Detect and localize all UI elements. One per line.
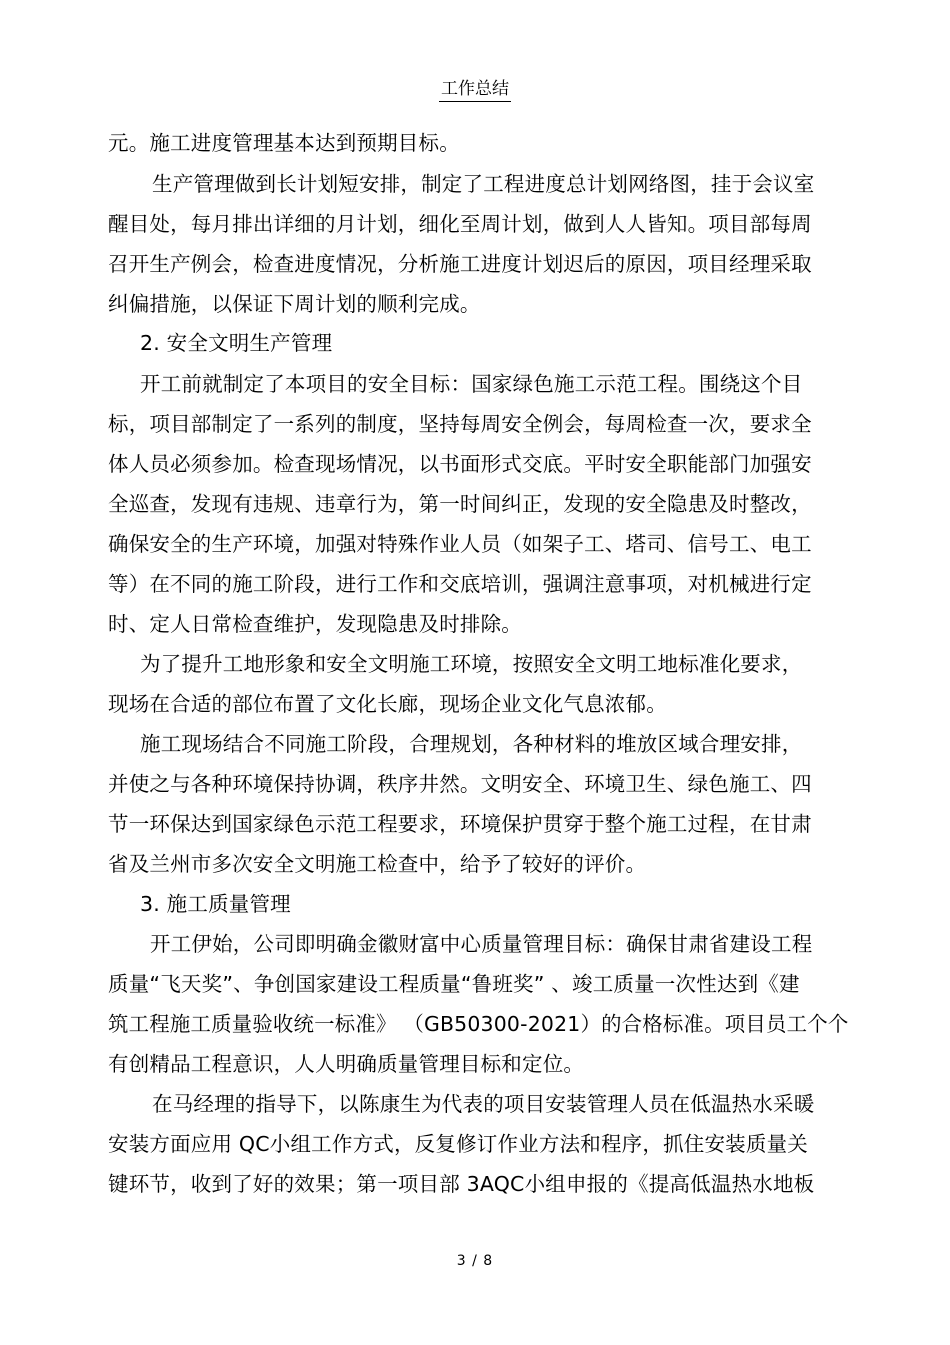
text-line: 标，项目部制定了一系列的制度，坚持每周安全例会，每周检查一次，要求全 xyxy=(108,412,812,436)
text-line: 省及兰州市多次安全文明施工检查中，给予了较好的评价。 xyxy=(108,852,647,876)
text-line: 生产管理做到长计划短安排，制定了工程进度总计划网络图，挂于会议室 xyxy=(152,172,815,196)
header-title: 工作总结 xyxy=(439,78,511,102)
text-line: 时、定人日常检查维护，发现隐患及时排除。 xyxy=(108,612,522,636)
page-number: 3 / 8 xyxy=(456,1253,494,1269)
text-line: 节一环保达到国家绿色示范工程要求，环境保护贯穿于整个施工过程，在甘肃 xyxy=(108,812,812,836)
text-line: 纠偏措施，以保证下周计划的顺利完成。 xyxy=(108,292,481,316)
text-line: 为了提升工地形象和安全文明施工环境，按照安全文明工地标准化要求， xyxy=(140,652,803,676)
text-line: 筑工程施工质量验收统一标准》 （GB50300-2021）的合格标准。项目员工个个 xyxy=(108,1012,849,1036)
text-line: 键环节，收到了好的效果；第一项目部 3AQC小组申报的《提高低温热水地板 xyxy=(108,1172,815,1196)
text-line: 开工前就制定了本项目的安全目标：国家绿色施工示范工程。围绕这个目 xyxy=(140,372,803,396)
text-line: 召开生产例会，检查进度情况，分析施工进度计划迟后的原因，项目经理采取 xyxy=(108,252,812,276)
text-line: 确保安全的生产环境，加强对特殊作业人员（如架子工、塔司、信号工、电工 xyxy=(108,532,812,556)
text-line: 有创精品工程意识，人人明确质量管理目标和定位。 xyxy=(108,1052,585,1076)
text-line: 质量“飞天奖”、争创国家建设工程质量“鲁班奖” 、竣工质量一次性达到《建 xyxy=(108,972,800,996)
text-line: 开工伊始，公司即明确金徽财富中心质量管理目标：确保甘肃省建设工程 xyxy=(150,932,813,956)
section-heading: 2. 安全文明生产管理 xyxy=(140,331,333,355)
text-line: 全巡查，发现有违规、违章行为，第一时间纠正，发现的安全隐患及时整改， xyxy=(108,492,812,516)
page-header xyxy=(0,78,950,102)
text-line: 等）在不同的施工阶段，进行工作和交底培训，强调注意事项，对机械进行定 xyxy=(108,572,812,596)
text-line: 施工现场结合不同施工阶段，合理规划，各种材料的堆放区域合理安排， xyxy=(140,732,803,756)
text-line: 元。施工进度管理基本达到预期目标。 xyxy=(108,131,460,155)
text-line: 在马经理的指导下，以陈康生为代表的项目安装管理人员在低温热水采暖 xyxy=(152,1092,815,1116)
section-heading: 3. 施工质量管理 xyxy=(140,892,291,916)
text-line: 并使之与各种环境保持协调，秩序井然。文明安全、环境卫生、绿色施工、四 xyxy=(108,772,812,796)
text-line: 醒目处，每月排出详细的月计划，细化至周计划，做到人人皆知。项目部每周 xyxy=(108,212,812,236)
text-line: 安装方面应用 QC小组工作方式，反复修订作业方法和程序，抓住安装质量关 xyxy=(108,1132,808,1156)
text-line: 现场在合适的部位布置了文化长廊，现场企业文化气息浓郁。 xyxy=(108,692,667,716)
text-line: 体人员必须参加。检查现场情况，以书面形式交底。平时安全职能部门加强安 xyxy=(108,452,812,476)
